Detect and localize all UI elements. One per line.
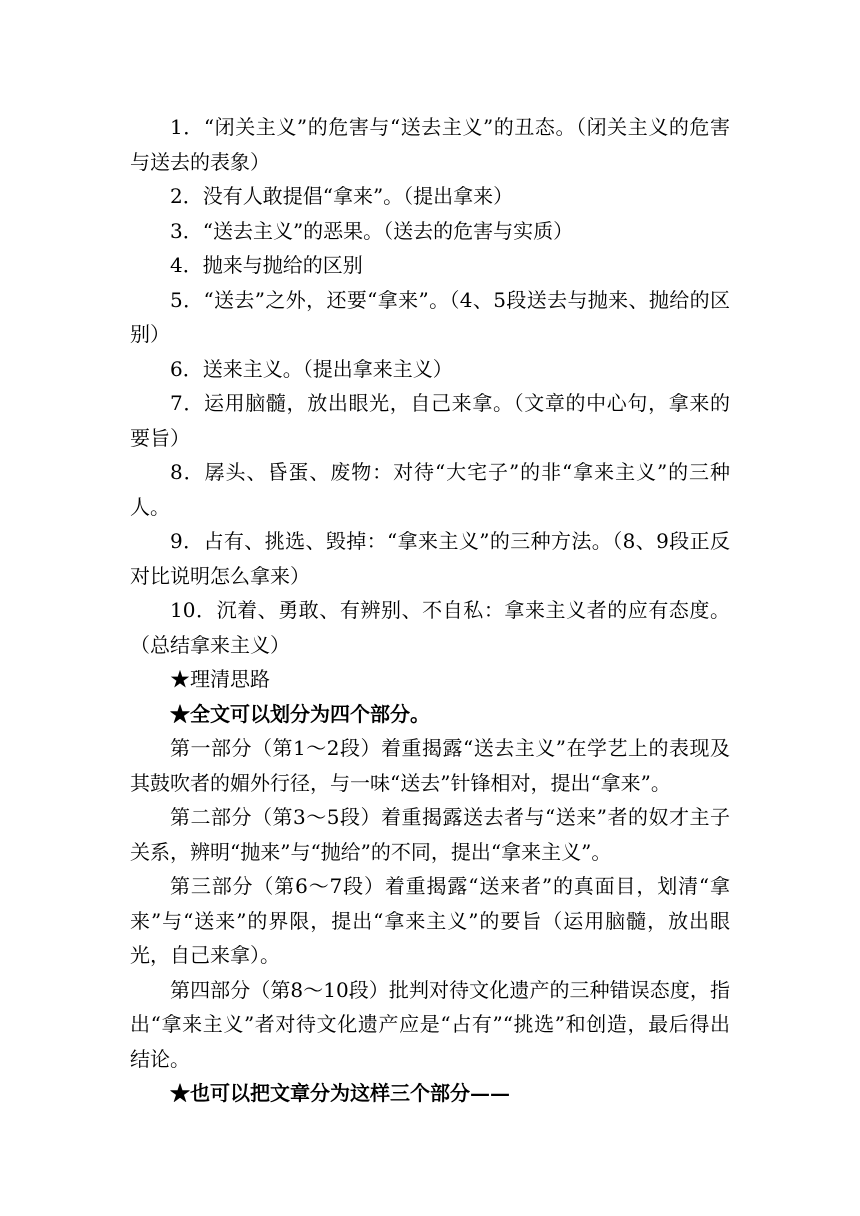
- part-four-paragraph: 第四部分（第8～10段）批判对待文化遗产的三种错误态度，指出“拿来主义”者对待文化遗产应是“占有”“挑选”和创造，最后得出结论。: [130, 977, 730, 1071]
- outline-item-8: 8．孱头、昏蛋、废物：对待“大宅子”的非“拿来主义”的三种人。: [130, 460, 730, 519]
- section-heading-four-parts: ★全文可以划分为四个部分。: [170, 701, 430, 726]
- outline-item-2: 2．没有人敢提倡“拿来”。（提出拿来）: [170, 184, 514, 208]
- outline-item-9: 9．占有、挑选、毁掉：“拿来主义”的三种方法。（8、9段正反对比说明怎么拿来）: [130, 529, 730, 588]
- section-heading-clarify-thinking: ★理清思路: [170, 667, 270, 691]
- outline-item-5: 5．“送去”之外，还要“拿来”。（4、5段送去与抛来、抛给的区别）: [130, 287, 730, 346]
- section-heading-three-parts: ★也可以把文章分为这样三个部分——: [170, 1081, 510, 1105]
- part-three-paragraph: 第三部分（第6～7段）着重揭露“送来者”的真面目，划清“拿来”与“送来”的界限，提出“拿来主义”的要旨（运用脑髓，放出眼光，自己来拿）。: [130, 874, 730, 967]
- outline-item-1: 1．“闭关主义”的危害与“送去主义”的丑态。（闭关主义的危害与送去的表象）: [130, 115, 730, 174]
- outline-item-3: 3．“送去主义”的恶果。（送去的危害与实质）: [170, 218, 574, 243]
- outline-item-10: 10．沉着、勇敢、有辨别、不自私：拿来主义者的应有态度。（总结拿来主义）: [130, 598, 730, 657]
- document-page: [130, 110, 730, 1111]
- outline-item-6: 6．送来主义。（提出拿来主义）: [170, 356, 453, 381]
- outline-item-4: 4．抛来与抛给的区别: [170, 253, 363, 277]
- part-two-paragraph: 第二部分（第3～5段）着重揭露送去者与“送来”者的奴才主子关系，辨明“抛来”与“抛给”的不同，提出“拿来主义”。: [130, 805, 730, 864]
- outline-item-7: 7．运用脑髓，放出眼光，自己来拿。（文章的中心句，拿来的要旨）: [130, 391, 730, 450]
- part-one-paragraph: 第一部分（第1～2段）着重揭露“送去主义”在学艺上的表现及其鼓吹者的媚外行径，与一味“送去”针锋相对，提出“拿来”。: [130, 736, 730, 795]
